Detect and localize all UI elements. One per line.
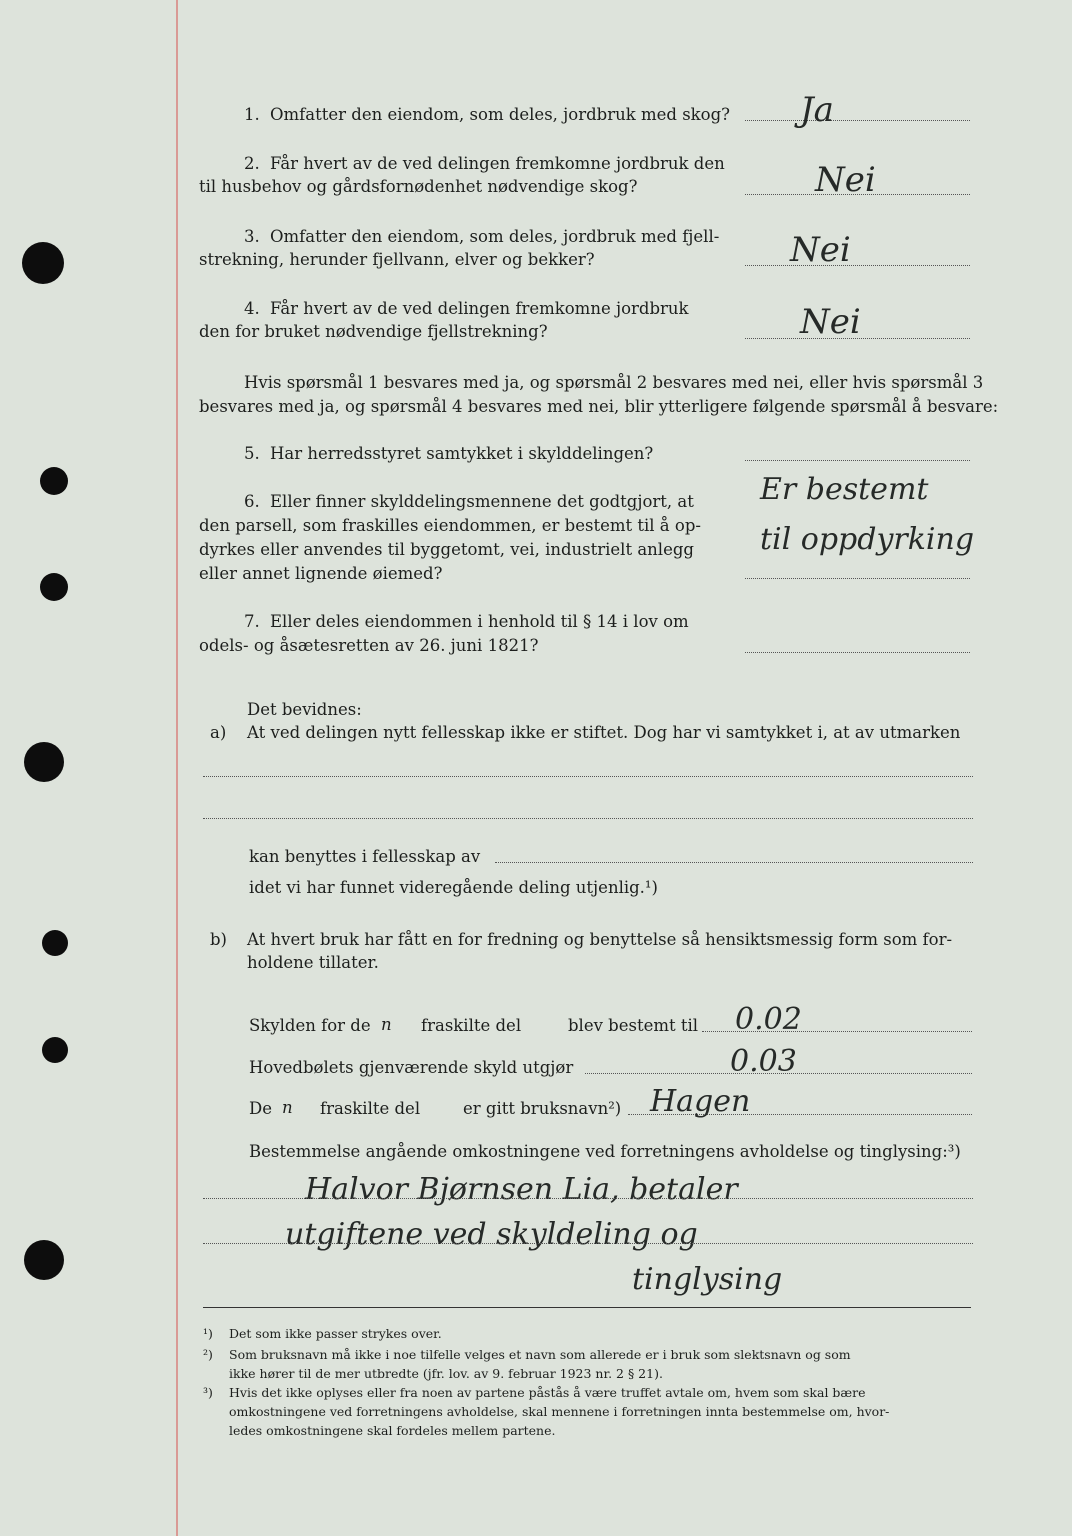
answer-2: Nei [815, 160, 876, 200]
bruksnavn-label: er gitt bruksnavn²) [463, 1099, 622, 1118]
margin-line [176, 0, 178, 1536]
punch-hole [40, 573, 68, 601]
footnote-text: ledes omkostningene skal fordeles mellem partene. [229, 1423, 556, 1438]
omkostning-handwritten-1: Halvor Bjørnsen Lia, betaler [305, 1172, 738, 1207]
bevidnes-heading: Det bevidnes: [247, 700, 362, 719]
fill-line [203, 1243, 973, 1244]
fill-line [203, 1198, 973, 1199]
footnote-text: Hvis det ikke oplyses eller fra noen av partene påstås å være truffet avtale om, hvem som skal bære [229, 1385, 866, 1400]
question-1-text: Omfatter den eiendom, som deles, jordbruk med skog? [270, 105, 731, 124]
clause-b-text: At hvert bruk har fått en for fredning og benyttelse så hensiktsmessig form som for- [247, 930, 953, 949]
question-4-text: den for bruket nødvendige fjellstrekning? [199, 322, 548, 341]
footnote-text: Det som ikke passer strykes over. [229, 1326, 442, 1341]
question-number: 3. [244, 227, 260, 246]
bruksnavn-handwritten-n: n [282, 1098, 293, 1117]
question-6-text: eller annet lignende øiemed? [199, 564, 443, 583]
question-number: 6. [244, 492, 260, 511]
question-7-text: odels- og åsætesretten av 26. juni 1821? [199, 636, 539, 655]
skyld-value: 0.02 [735, 1002, 802, 1037]
footnote-text: Som bruksnavn må ikke i noe tilfelle velges et navn som allerede er i bruk som slektsnavn og som [229, 1347, 851, 1362]
answer-line [745, 120, 970, 121]
punch-hole [42, 1037, 68, 1063]
question-5-text: Har herredsstyret samtykket i skylddelingen? [270, 444, 654, 463]
answer-3: Nei [790, 230, 851, 270]
punch-hole [24, 1240, 64, 1280]
punch-hole [42, 930, 68, 956]
footnote-text: omkostningene ved forretningens avholdelse, skal mennene i forretningen innta bestemmelse om, hvor- [229, 1404, 890, 1419]
punch-hole [22, 242, 64, 284]
question-6-text: Eller finner skylddelingsmennene det godtgjort, at [270, 492, 694, 511]
answer-line [745, 578, 970, 579]
answer-6-line1: Er bestemt [760, 472, 929, 507]
answer-4: Nei [800, 302, 861, 342]
question-3-text: strekning, herunder fjellvann, elver og bekker? [199, 250, 595, 269]
skyld-label: fraskilte del [421, 1016, 522, 1035]
question-7-text: Eller deles eiendommen i henhold til § 14 i lov om [270, 612, 689, 631]
fill-line [203, 818, 973, 819]
punch-hole [40, 467, 68, 495]
question-number: 2. [244, 154, 260, 173]
question-2-text: til husbehov og gårdsfornødenhet nødvendige skog? [199, 177, 638, 196]
question-2-text: Får hvert av de ved delingen fremkomne jordbruk den [270, 154, 725, 173]
skyld-handwritten-n: n [381, 1015, 392, 1034]
bruksnavn-label: fraskilte del [320, 1099, 421, 1118]
skyld-label: Skylden for de [249, 1016, 371, 1035]
bruksnavn-value: Hagen [650, 1084, 751, 1119]
skyld-label: blev bestemt til [568, 1016, 699, 1035]
omkostning-handwritten-3: tinglysing [632, 1262, 783, 1297]
question-6-text: den parsell, som fraskilles eiendommen, er bestemt til å op- [199, 516, 701, 535]
omkostning-label: Bestemmelse angående omkostningene ved forretningens avholdelse og tinglysing:³) [249, 1142, 961, 1161]
bruksnavn-label: De [249, 1099, 272, 1118]
footnote-mark: ²) [203, 1347, 213, 1362]
answer-line [745, 652, 970, 653]
question-6-text: dyrkes eller anvendes til byggetomt, vei, industrielt anlegg [199, 540, 694, 559]
question-4-text: Får hvert av de ved delingen fremkomne jordbruk [270, 299, 689, 318]
answer-line [745, 265, 970, 266]
fellesskap-label: kan benyttes i fellesskap av [249, 847, 481, 866]
videregaende-text: idet vi har funnet videregående deling utjenlig.¹) [249, 878, 658, 897]
footnote-text: ikke hører til de mer utbredte (jfr. lov. av 9. februar 1923 nr. 2 § 21). [229, 1366, 663, 1381]
clause-b-text: holdene tillater. [247, 953, 379, 972]
question-number: 7. [244, 612, 260, 631]
question-number: 5. [244, 444, 260, 463]
conditional-text: Hvis spørsmål 1 besvares med ja, og spørsmål 2 besvares med nei, eller hvis spørsmål 3 [244, 373, 984, 392]
footnote-mark: ¹) [203, 1326, 213, 1341]
answer-line [745, 460, 970, 461]
question-number: 4. [244, 299, 260, 318]
footnote-rule [203, 1307, 971, 1308]
hovedbol-value: 0.03 [730, 1044, 797, 1079]
fill-line [203, 776, 973, 777]
fill-line [495, 862, 973, 863]
conditional-text: besvares med ja, og spørsmål 4 besvares med nei, blir ytterligere følgende spørsmål å besvare: [199, 397, 999, 416]
omkostning-handwritten-2: utgiftene ved skyldeling og [285, 1217, 698, 1252]
clause-a-label: a) [210, 723, 227, 742]
clause-a-text: At ved delingen nytt fellesskap ikke er stiftet. Dog har vi samtykket i, at av utmarken [247, 723, 961, 742]
punch-hole [24, 742, 64, 782]
answer-1: Ja [800, 90, 834, 130]
footnote-mark: ³) [203, 1385, 213, 1400]
hovedbol-label: Hovedbølets gjenværende skyld utgjør [249, 1058, 574, 1077]
question-3-text: Omfatter den eiendom, som deles, jordbruk med fjell- [270, 227, 720, 246]
question-number: 1. [244, 105, 260, 124]
clause-b-label: b) [210, 930, 227, 949]
answer-6-line2: til oppdyrking [760, 522, 975, 557]
